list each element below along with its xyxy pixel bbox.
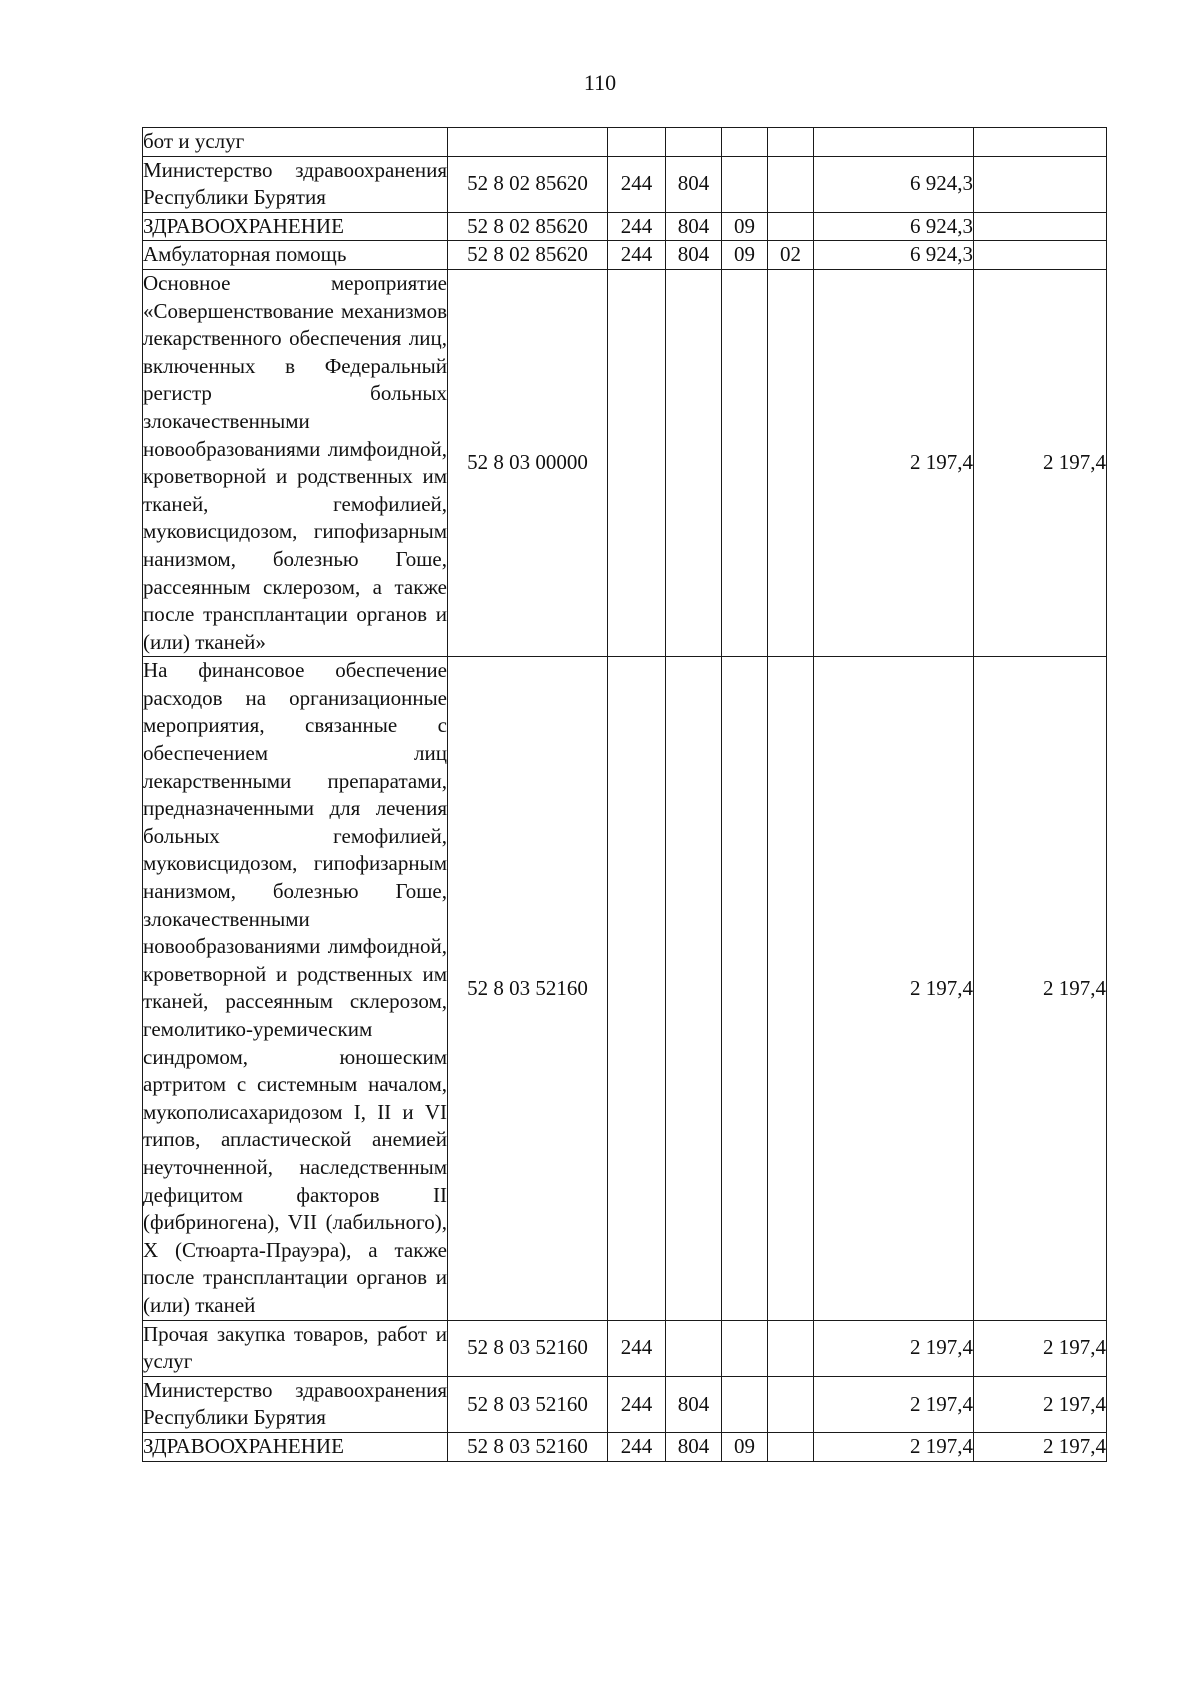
page-number: 110 (583, 70, 617, 95)
rz-code-cell (722, 128, 768, 157)
rz-code-cell (722, 657, 768, 1320)
csr-code-cell: 52 8 02 85620 (448, 212, 608, 241)
pr-code-cell (768, 212, 814, 241)
ved-code-cell: 804 (666, 241, 722, 270)
vr-code-cell: 244 (608, 1432, 666, 1461)
sum-1-cell: 6 924,3 (814, 156, 974, 212)
row-name-cell: На финансовое обеспечение расходов на организационные мероприятия, связанные с обеспечением лиц лекарственными препаратами, предназначенными для лечения больных гемофилией, муковисцидозом, гипофизарным нанизмом, болезнью Гоше, злокачественными новообразованиями лимфоидной, кроветворной и родственных им тканей, рассеянным склерозом, гемолитико-уремическим синдромом, юношеским артритом с системным началом, мукополисахаридозом I, II и VI типов, апластической анемией неуточненной, наследственным дефицитом факторов II (фибриногена), VII (лабильного), X (Стюарта-Прауэра), а также после трансплантации органов и (или) тканей (143, 657, 448, 1320)
sum-2-cell: 2 197,4 (974, 657, 1107, 1320)
table-row (143, 657, 1107, 1320)
csr-code-cell: 52 8 03 00000 (448, 269, 608, 656)
table-row (143, 241, 1107, 270)
sum-2-cell: 2 197,4 (974, 1376, 1107, 1432)
sum-1-cell: 2 197,4 (814, 269, 974, 656)
ved-code-cell: 804 (666, 1376, 722, 1432)
rz-code-cell: 09 (722, 212, 768, 241)
rz-code-cell (722, 156, 768, 212)
table-row (143, 1432, 1107, 1461)
vr-code-cell: 244 (608, 1320, 666, 1376)
vr-code-cell (608, 269, 666, 656)
pr-code-cell (768, 1376, 814, 1432)
ved-code-cell: 804 (666, 212, 722, 241)
rz-code-cell: 09 (722, 1432, 768, 1461)
table-row (143, 1376, 1107, 1432)
ved-code-cell: 804 (666, 156, 722, 212)
sum-2-cell (974, 241, 1107, 270)
budget-table (142, 127, 1107, 1462)
csr-code-cell: 52 8 03 52160 (448, 1376, 608, 1432)
csr-code-cell: 52 8 02 85620 (448, 241, 608, 270)
vr-code-cell: 244 (608, 241, 666, 270)
sum-2-cell: 2 197,4 (974, 269, 1107, 656)
row-name-cell: Основное мероприятие «Совершенствование механизмов лекарственного обеспечения лиц, включенных в Федеральный регистр больных злокачественными новообразованиями лимфоидной, кроветворной и родственных им тканей, гемофилией, муковисцидозом, гипофизарным нанизмом, болезнью Гоше, рассеянным склерозом, а также после трансплантации органов и (или) тканей» (143, 269, 448, 656)
ved-code-cell: 804 (666, 1432, 722, 1461)
row-name-cell: Прочая закупка товаров, работ и услуг (143, 1320, 448, 1376)
csr-code-cell (448, 128, 608, 157)
pr-code-cell (768, 1432, 814, 1461)
row-name-cell: Министерство здравоохранения Республики Бурятия (143, 1376, 448, 1432)
sum-1-cell: 6 924,3 (814, 241, 974, 270)
csr-code-cell: 52 8 03 52160 (448, 1320, 608, 1376)
sum-2-cell (974, 156, 1107, 212)
pr-code-cell (768, 156, 814, 212)
row-name-cell: Министерство здравоохранения Республики Бурятия (143, 156, 448, 212)
sum-1-cell: 2 197,4 (814, 1320, 974, 1376)
sum-1-cell (814, 128, 974, 157)
ved-code-cell (666, 128, 722, 157)
table-row (143, 212, 1107, 241)
sum-2-cell: 2 197,4 (974, 1320, 1107, 1376)
row-name-cell: ЗДРАВООХРАНЕНИЕ (143, 212, 448, 241)
sum-2-cell (974, 212, 1107, 241)
rz-code-cell (722, 1320, 768, 1376)
vr-code-cell: 244 (608, 1376, 666, 1432)
table-row (143, 269, 1107, 656)
vr-code-cell (608, 128, 666, 157)
vr-code-cell: 244 (608, 156, 666, 212)
sum-1-cell: 2 197,4 (814, 1376, 974, 1432)
budget-table-body (143, 128, 1107, 1462)
table-row (143, 1320, 1107, 1376)
sum-1-cell: 6 924,3 (814, 212, 974, 241)
vr-code-cell: 244 (608, 212, 666, 241)
sum-2-cell (974, 128, 1107, 157)
sum-1-cell: 2 197,4 (814, 1432, 974, 1461)
csr-code-cell: 52 8 03 52160 (448, 657, 608, 1320)
csr-code-cell: 52 8 02 85620 (448, 156, 608, 212)
table-row (143, 128, 1107, 157)
pr-code-cell (768, 128, 814, 157)
row-name-cell: бот и услуг (143, 128, 448, 157)
csr-code-cell: 52 8 03 52160 (448, 1432, 608, 1461)
pr-code-cell (768, 1320, 814, 1376)
row-name-cell: ЗДРАВООХРАНЕНИЕ (143, 1432, 448, 1461)
table-row (143, 156, 1107, 212)
vr-code-cell (608, 657, 666, 1320)
pr-code-cell (768, 657, 814, 1320)
pr-code-cell (768, 269, 814, 656)
rz-code-cell (722, 269, 768, 656)
row-name-cell: Амбулаторная помощь (143, 241, 448, 270)
sum-1-cell: 2 197,4 (814, 657, 974, 1320)
rz-code-cell: 09 (722, 241, 768, 270)
pr-code-cell: 02 (768, 241, 814, 270)
rz-code-cell (722, 1376, 768, 1432)
ved-code-cell (666, 657, 722, 1320)
sum-2-cell: 2 197,4 (974, 1432, 1107, 1461)
ved-code-cell (666, 1320, 722, 1376)
ved-code-cell (666, 269, 722, 656)
